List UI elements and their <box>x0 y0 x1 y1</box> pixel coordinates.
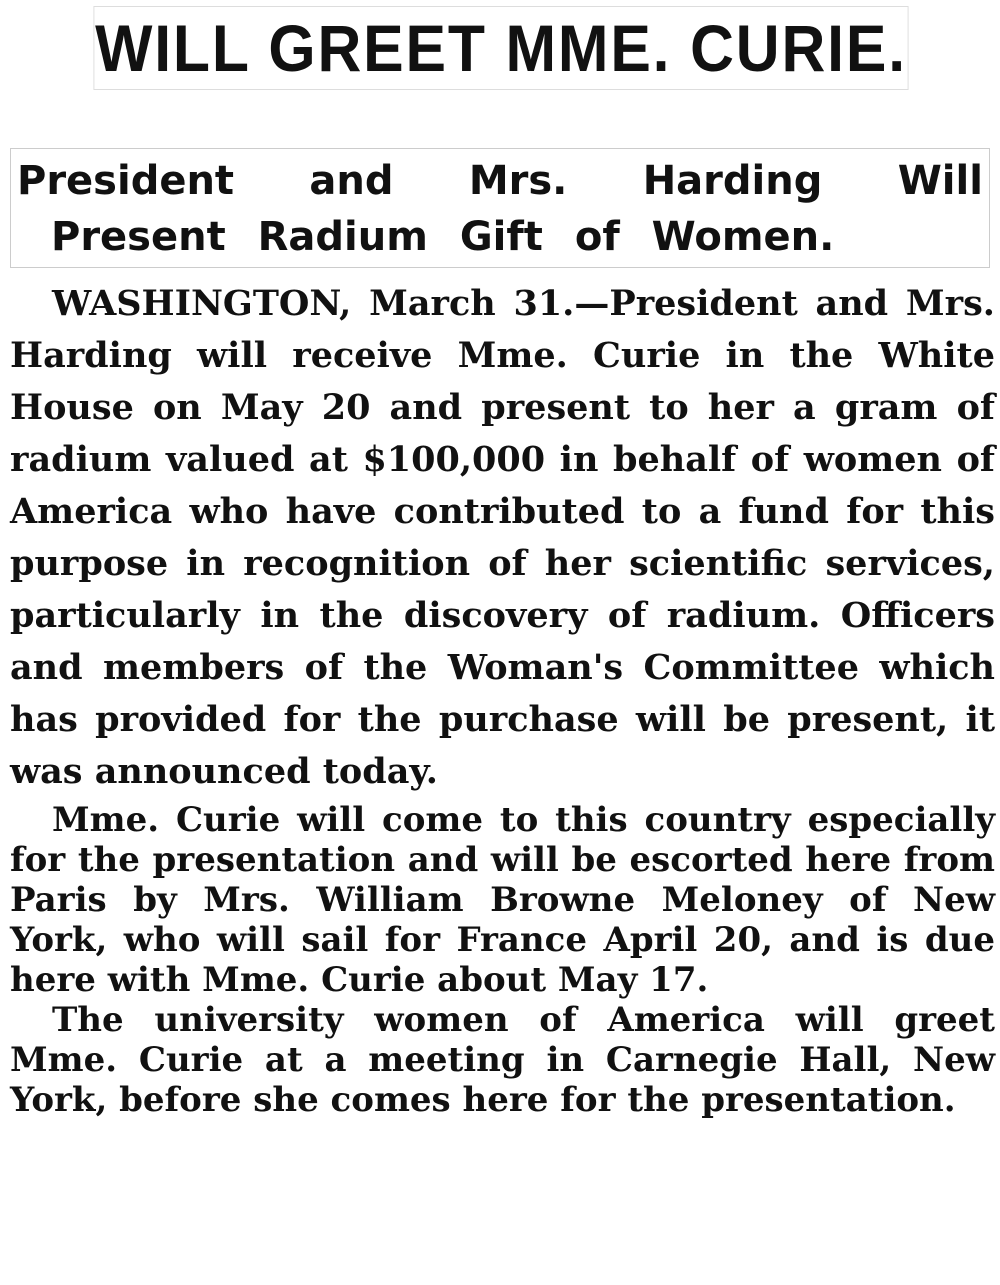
article-paragraph-2: Mme. Curie will come to this country especially for the presentation and will be escorted here from Paris by Mrs. William Browne Meloney of New York, who will sail for France April 20, and is due here with Mme. Curie about May 17. <box>10 800 995 1000</box>
article-paragraph-1: WASHINGTON, March 31.—President and Mrs. Harding will receive Mme. Curie in the White House on May 20 and present to her a gram of radium valued at $100,000 in behalf of women of America who have contributed to a fund for this purpose in recognition of her scientific services, particularly in the discovery of radium. Officers and members of the Woman's Committee which has provided for the purchase will be present, it was announced today. <box>10 283 995 792</box>
subheadline <box>10 148 990 268</box>
subheadline-line-1 <box>15 153 985 209</box>
subheadline-word: Harding <box>642 158 823 204</box>
subheadline-word: President <box>17 158 235 204</box>
article-paragraph-3: The university women of America will greet Mme. Curie at a meeting in Carnegie Hall, New York, before she comes here for the presentation. <box>10 1000 995 1120</box>
subheadline-word: and <box>309 158 394 204</box>
article-body <box>10 278 995 1120</box>
headline: WILL GREET MME. CURIE. <box>93 6 908 90</box>
subheadline-word: Mrs. <box>468 158 568 204</box>
subheadline-word: Will <box>897 158 983 204</box>
subheadline-line-2: Present Radium Gift of Women. <box>51 214 835 260</box>
